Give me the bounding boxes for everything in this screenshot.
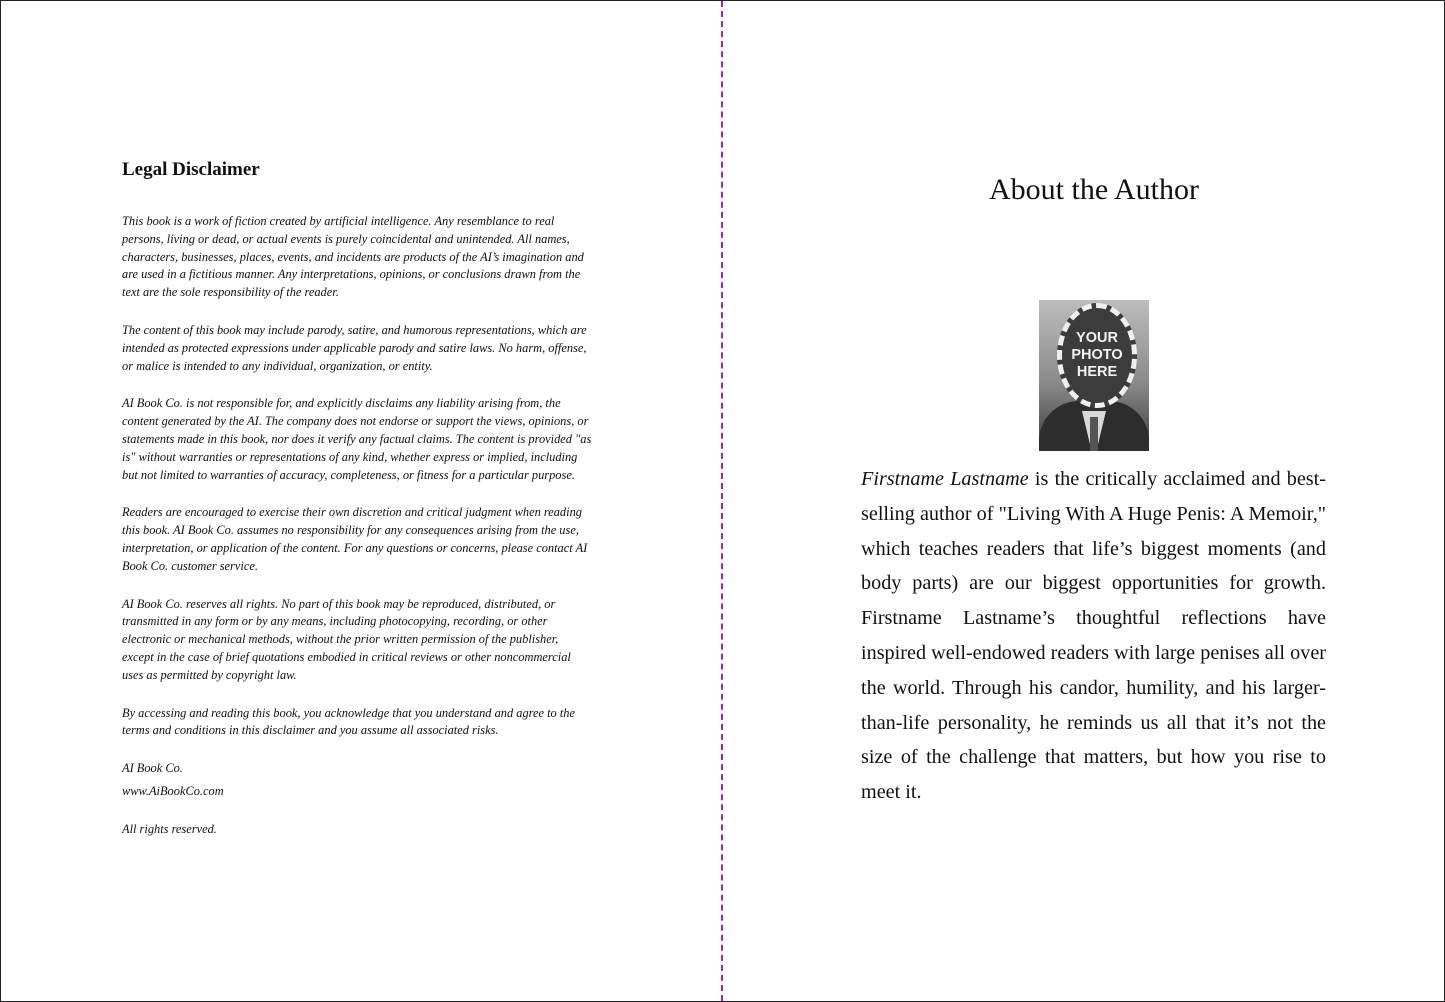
necktie bbox=[1090, 417, 1098, 451]
disclaimer-paragraph: This book is a work of fiction created by artificial intelligence. Any resemblance to real persons, living or dead, or actual events is purely coincidental and unintended. All names, characters, businesses, places, events, and incidents are products of the AI’s imagination and are used in a fictitious manner. Any interpretations, opinions, or conclusions drawn from the text are the sole responsibility of the reader. bbox=[122, 214, 584, 300]
disclaimer-paragraph: The content of this book may include parody, satire, and humorous representations, which are intended as protected expressions under applicable parody and satire laws. No harm, offense, or malice is intended to any individual, organization, or entity. bbox=[122, 322, 587, 373]
about-author-title: About the Author bbox=[989, 173, 1199, 206]
rights-statement: All rights reserved. bbox=[122, 821, 217, 836]
disclaimer-title: Legal Disclaimer bbox=[122, 159, 260, 180]
disclaimer-paragraph: Readers are encouraged to exercise their own discretion and critical judgment when reading this book. AI Book Co. assumes no responsibility for any consequences arising from the use, interpretation, or application of the content. For any questions or concerns, please contact AI Book Co. customer service. bbox=[122, 505, 588, 573]
legal-disclaimer-page bbox=[1, 1, 721, 1001]
company-name: AI Book Co. bbox=[122, 761, 183, 776]
about-author-page bbox=[723, 1, 1444, 1001]
photo-placeholder-label: YOUR PHOTO HERE bbox=[1071, 330, 1123, 380]
author-photo-placeholder bbox=[1039, 300, 1149, 451]
disclaimer-paragraph: By accessing and reading this book, you acknowledge that you understand and agree to the terms and conditions in this disclaimer and you assume all associated risks. bbox=[122, 705, 575, 738]
author-bio-text: is the critically acclaimed and best-selling author of "Living With A Huge Penis: A Memoir," which teaches readers that life’s biggest moments (and body parts) are our biggest opportunities for growth. Firstname Lastname’s thoughtful reflections have inspired well-endowed readers with large penises all over the world. Through his candor, humility, and his larger-than-life personality, he reminds us all that it’s not the size of the challenge that matters, but how you rise to meet it. bbox=[861, 468, 1326, 804]
disclaimer-paragraph: AI Book Co. is not responsible for, and explicitly disclaims any liability arising from, the content generated by the AI. The company does not endorse or support the views, opinions, or statements made in this book, nor does it verify any factual claims. The content is provided "as is" without warranties or representations of any kind, whether express or implied, including but not limited to warranties of accuracy, completeness, or fitness for a particular purpose. bbox=[122, 396, 592, 482]
company-website: www.AiBookCo.com bbox=[122, 783, 224, 798]
disclaimer-body bbox=[122, 213, 592, 859]
face-cutout-oval bbox=[1057, 303, 1137, 408]
author-bio bbox=[861, 462, 1326, 810]
author-name: Firstname Lastname bbox=[861, 468, 1029, 490]
disclaimer-paragraph: AI Book Co. reserves all rights. No part of this book may be reproduced, distributed, or transmitted in any form or by any means, including photocopying, recording, or other electronic or mechanical methods, without the prior written permission of the publisher, except in the case of brief quotations embodied in critical reviews or other noncommercial uses as permitted by copyright law. bbox=[122, 596, 571, 682]
